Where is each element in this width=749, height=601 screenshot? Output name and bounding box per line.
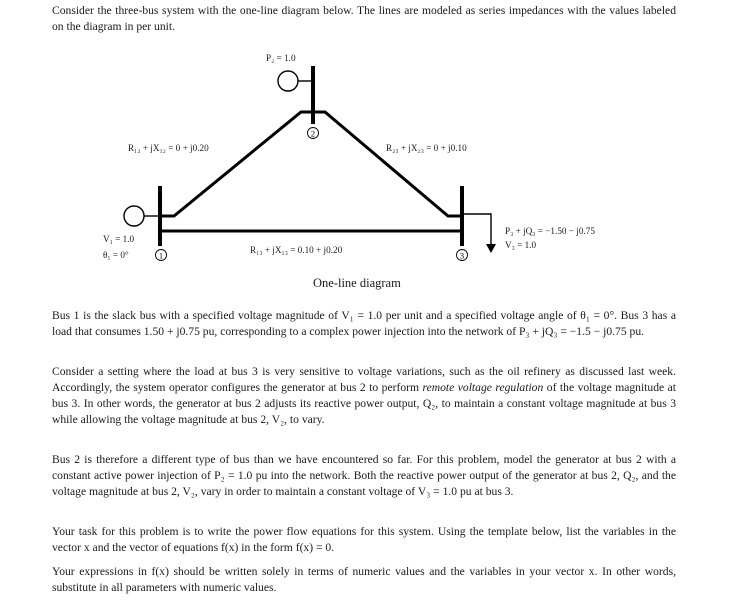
load-arrow-icon xyxy=(486,244,496,253)
gen-bus2-power-label: P₂ = 1.0 xyxy=(266,53,296,63)
bus2-number: 2 xyxy=(310,128,316,139)
bus1-angle-label: θ₁ = 0° xyxy=(103,250,129,260)
intro-paragraph: Consider the three-bus system with the one-line diagram below. The lines are modeled as series impedances with the values labeled on the diagram in per unit. xyxy=(52,4,676,33)
bus3-number: 3 xyxy=(459,250,465,261)
paragraph-remote-regulation xyxy=(52,364,676,428)
paragraph-bus2-model: Bus 2 is therefore a different type of bus than we have encountered so far. For this problem, model the generator at bus 2 with a constant active power injection of P₂ = 1.0 pu into the network. Both the reactive power output of the generator at bus 2, Q₂, and the voltage magnitude at bus 2, V₂, vary in order to maintain a constant voltage of V₃ = 1.0 pu at bus 3. xyxy=(52,453,676,498)
line-1-2 xyxy=(160,112,316,216)
diagram-caption: One-line diagram xyxy=(313,276,401,290)
bus1-voltage-label: V₁ = 1.0 xyxy=(103,234,135,244)
paragraph-remote-regulation-end: of the voltage magnitude at bus 3. In other words, the generator at bus 2 adjusts its reactive power output, Q₂, to maintain a constant voltage magnitude at bus 3 while allowing the voltage magnitude at bus 2, V₂, to vary. xyxy=(52,381,677,426)
bus3-load-label: P₃ + jQ₃ = −1.50 − j0.75 xyxy=(505,226,595,236)
line23-impedance-label: R₂₃ + jX₂₃ = 0 + j0.10 xyxy=(386,143,467,153)
emphasis-remote-voltage-regulation: remote voltage regulation xyxy=(422,381,544,394)
paragraph-remote-regulation-start: Consider a setting where the load at bus 3 is very sensitive to voltage variations, such as the oil refinery as discussed last week. Accordingly, the system operator configures the generator at bus 2 to perform xyxy=(52,365,676,394)
paragraph-task: Your task for this problem is to write the power flow equations for this system. Using the template below, list the variables in the vector x and the vector of equations f(x) in the form f(x) = 0. xyxy=(52,525,676,554)
line12-impedance-label: R₁₂ + jX₁₂ = 0 + j0.20 xyxy=(128,143,209,153)
paragraph-substitution: Your expressions in f(x) should be written solely in terms of numeric values and the variables in your vector x. In other words, substitute in all parameters with numeric values. xyxy=(52,565,676,594)
bus3-load-line xyxy=(462,214,491,248)
bus1-number: 1 xyxy=(158,250,164,261)
bus3-voltage-label: V₃ = 1.0 xyxy=(505,240,537,250)
bus1-generator-icon xyxy=(124,206,144,226)
paragraph-slack-bus: Bus 1 is the slack bus with a specified voltage magnitude of V₁ = 1.0 per unit and a specified voltage angle of θ₁ = 0°. Bus 3 has a load that consumes 1.50 + j0.75 pu, corresponding to a complex power injection into the network of P₃ + jQ₃ = −1.5 − j0.75 pu. xyxy=(52,309,676,338)
bus2-generator-icon xyxy=(278,71,298,91)
line13-impedance-label: R₁₃ + jX₁₃ = 0.10 + j0.20 xyxy=(250,245,343,255)
line-2-3 xyxy=(310,112,462,216)
